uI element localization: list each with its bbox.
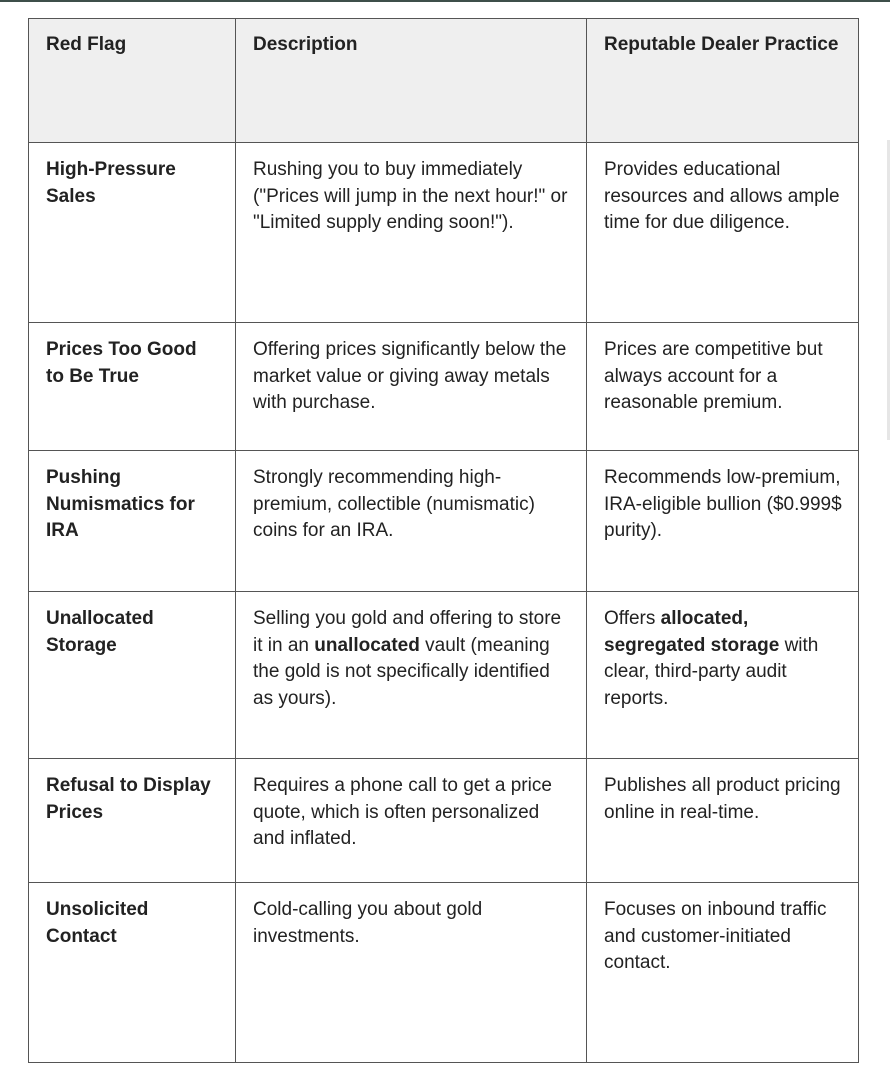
- table-row: [29, 451, 859, 592]
- table-row: [29, 883, 859, 1063]
- table-row: [29, 323, 859, 451]
- description-cell: Offering prices significantly below the market value or giving away metals with purchase.: [236, 323, 587, 451]
- practice-text: with clear, third-party audit reports.: [604, 634, 819, 709]
- header-description: Description: [236, 19, 587, 143]
- table-row: [29, 759, 859, 883]
- top-border-line: [0, 0, 890, 2]
- practice-cell: Focuses on inbound traffic and customer-initiated contact.: [587, 883, 859, 1063]
- red-flag-cell: Prices Too Good to Be True: [29, 323, 236, 451]
- description-cell: Requires a phone call to get a price quote, which is often personalized and inflated.: [236, 759, 587, 883]
- header-red-flag: Red Flag: [29, 19, 236, 143]
- description-cell: Strongly recommending high-premium, collectible (numismatic) coins for an IRA.: [236, 451, 587, 592]
- header-dealer-practice: Reputable Dealer Practice: [587, 19, 859, 143]
- red-flag-cell: Unsolicited Contact: [29, 883, 236, 1063]
- practice-emphasis: allocated, segregated storage: [604, 608, 780, 656]
- red-flag-cell: Pushing Numismatics for IRA: [29, 451, 236, 592]
- practice-cell: Publishes all product pricing online in real-time.: [587, 759, 859, 883]
- red-flag-cell: Refusal to Display Prices: [29, 759, 236, 883]
- description-cell: [236, 592, 587, 759]
- red-flag-cell: Unallocated Storage: [29, 592, 236, 759]
- table-header-row: [29, 19, 859, 143]
- practice-text: Offers: [604, 608, 661, 629]
- description-cell: Rushing you to buy immediately ("Prices will jump in the next hour!" or "Limited supply ending soon!").: [236, 143, 587, 323]
- practice-cell: Prices are competitive but always account for a reasonable premium.: [587, 323, 859, 451]
- table-row: [29, 592, 859, 759]
- description-emphasis: unallocated: [314, 634, 420, 656]
- practice-cell: Recommends low-premium, IRA-eligible bullion ($0.999$ purity).: [587, 451, 859, 592]
- practice-cell: [587, 592, 859, 759]
- description-text: Selling you gold and offering to store it in an: [253, 608, 562, 656]
- table-row: [29, 143, 859, 323]
- description-cell: Cold-calling you about gold investments.: [236, 883, 587, 1063]
- red-flags-table: [28, 18, 859, 1063]
- red-flag-cell: High-Pressure Sales: [29, 143, 236, 323]
- practice-cell: Provides educational resources and allows ample time for due diligence.: [587, 143, 859, 323]
- description-text: vault (meaning the gold is not specifically identified as yours).: [253, 634, 550, 709]
